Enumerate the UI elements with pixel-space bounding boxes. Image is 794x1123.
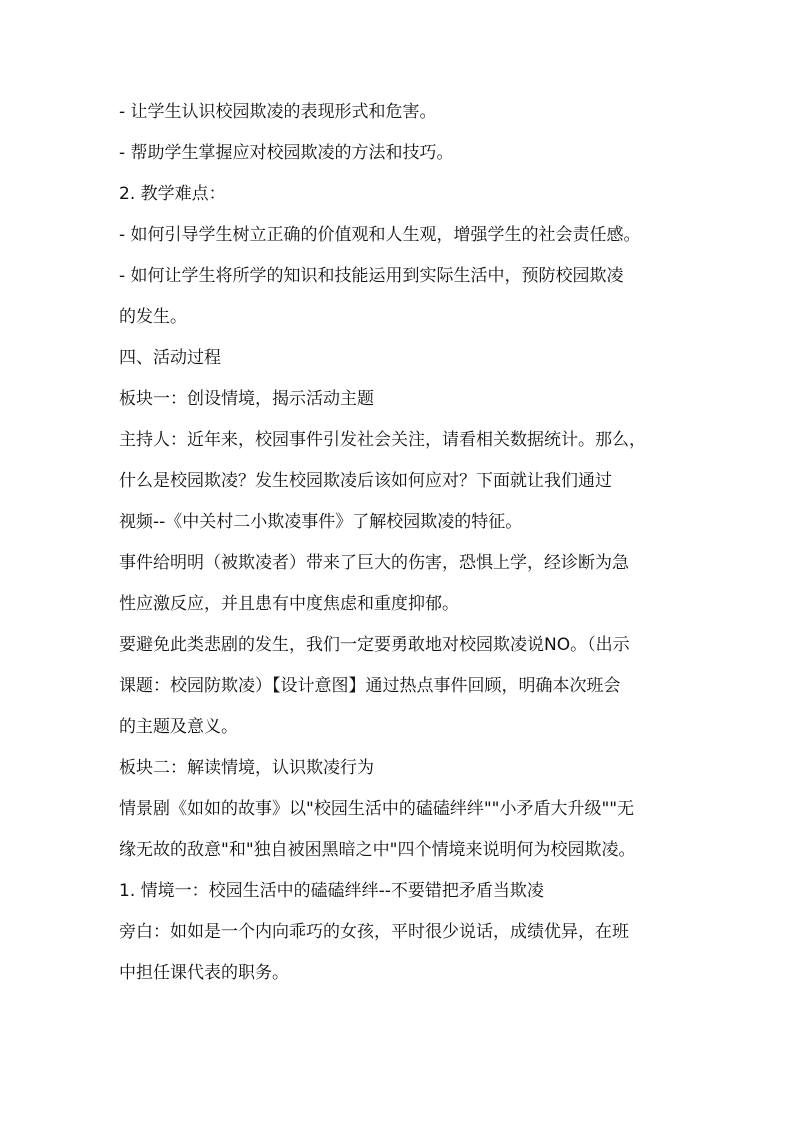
text-line: 事件给明明（被欺凌者）带来了巨大的伤害，恐惧上学，经诊断为急 <box>119 553 629 573</box>
section-heading: 板块二：解读情境，认识欺凌行为 <box>119 758 374 778</box>
text-line: 旁白：如如是一个内向乖巧的女孩，平时很少说话，成绩优异，在班 <box>119 922 629 942</box>
text-line: 主持人：近年来，校园事件引发社会关注，请看相关数据统计。那么， <box>119 430 646 450</box>
text-line: - 让学生认识校园欺凌的表现形式和危害。 <box>119 102 437 122</box>
text-line: 性应激反应，并且患有中度焦虑和重度抑郁。 <box>119 594 459 614</box>
text-line: 缘无故的敌意"和"独自被困黑暗之中"四个情境来说明何为校园欺凌。 <box>119 840 636 860</box>
text-line: 情景剧《如如的故事》以"校园生活中的磕磕绊绊""小矛盾大升级""无 <box>119 799 635 819</box>
section-heading: 2. 教学难点： <box>119 184 226 204</box>
text-line: 什么是校园欺凌？发生校园欺凌后该如何应对？下面就让我们通过 <box>119 471 612 491</box>
text-line: 视频--《中关村二小欺凌事件》了解校园欺凌的特征。 <box>119 512 523 532</box>
text-line: 1. 情境一：校园生活中的磕磕绊绊--不要错把矛盾当欺凌 <box>119 881 544 901</box>
text-line: 的发生。 <box>119 307 187 327</box>
text-line: 的主题及意义。 <box>119 717 238 737</box>
text-line: 要避免此类悲剧的发生，我们一定要勇敢地对校园欺凌说NO。（出示 <box>119 635 630 655</box>
text-line: - 帮助学生掌握应对校园欺凌的方法和技巧。 <box>119 143 454 163</box>
text-line: - 如何让学生将所学的知识和技能运用到实际生活中，预防校园欺凌 <box>119 266 624 286</box>
text-line: - 如何引导学生树立正确的价值观和人生观，增强学生的社会责任感。 <box>119 225 641 245</box>
section-heading: 四、活动过程 <box>119 348 221 368</box>
text-line: 课题：校园防欺凌）【设计意图】通过热点事件回顾，明确本次班会 <box>119 676 621 696</box>
text-line: 中担任课代表的职务。 <box>119 963 289 983</box>
document-page <box>119 100 689 1002</box>
section-heading: 板块一：创设情境，揭示活动主题 <box>119 389 374 409</box>
